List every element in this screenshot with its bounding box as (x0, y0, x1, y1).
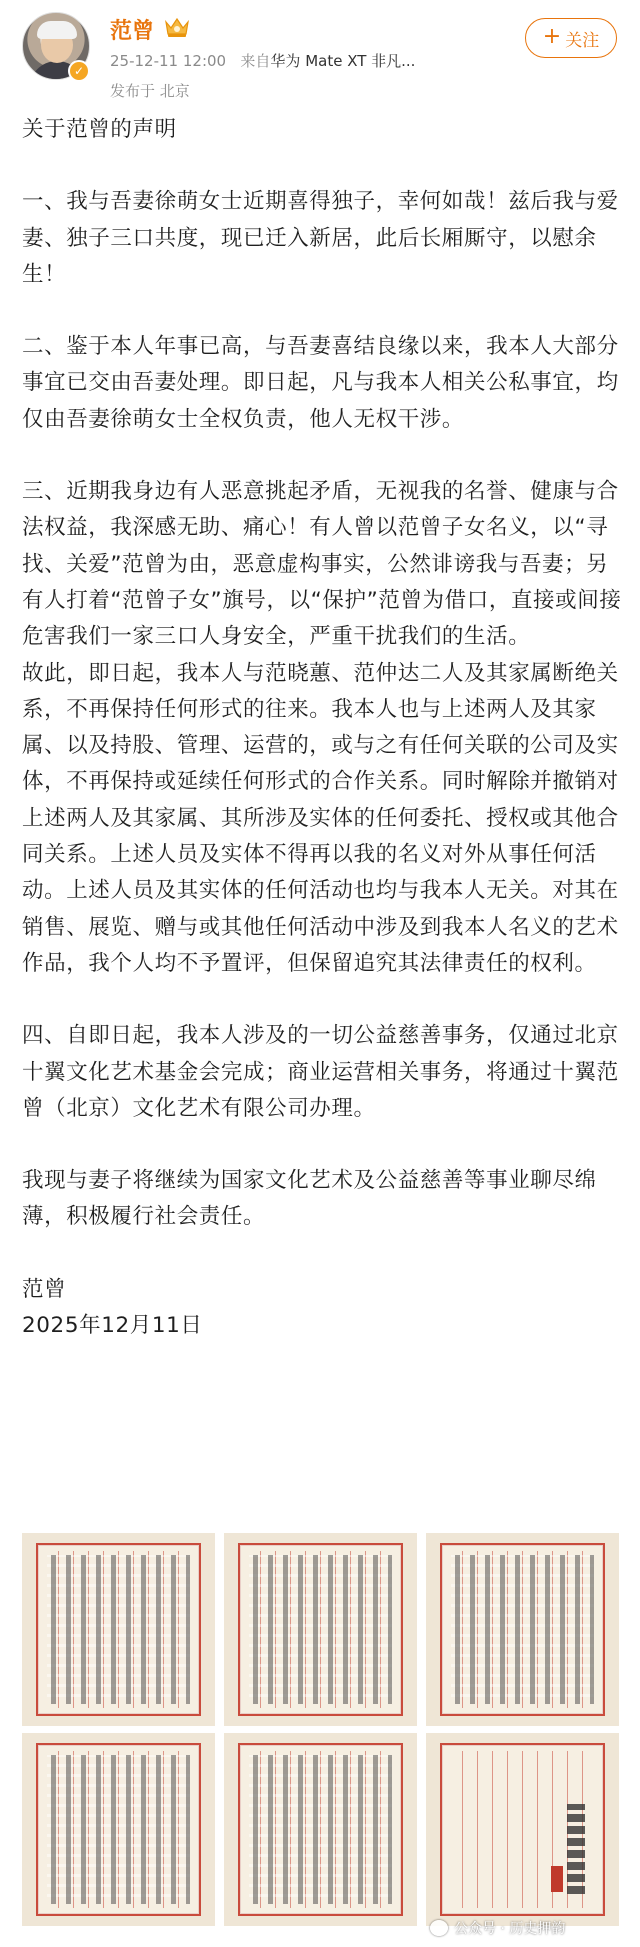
username[interactable]: 范曾 (110, 19, 155, 44)
verified-badge-icon: ✓ (68, 60, 90, 82)
image-grid (22, 1533, 619, 1923)
paragraph-3: 三、近期我身边有人恶意挑起矛盾，无视我的名誉、健康与合法权益，我深感无助、痛心！有人曾以范曾子女名义，以“寻找、关爱”范曾为由，恶意虚构事实，公然诽谤我与吾妻；另有人打着“范曾子女”旗号，以“保护”范曾为借口，直接或间接危害我们一家三口人身安全，严重干扰我们的生活。 (22, 479, 622, 650)
post-date: 2025年12月11日 (22, 1313, 203, 1339)
paragraph-1: 一、我与吾妻徐萌女士近期喜得独子，幸何如哉！兹后我与爱妻、独子三口共度，现已迁入新居，此后长厢厮守，以慰余生！ (22, 189, 619, 287)
post-meta (110, 50, 415, 71)
watermark (430, 1918, 565, 1938)
handwritten-signature (567, 1804, 585, 1894)
signature: 范曾 (22, 1276, 67, 1302)
red-seal-icon (551, 1866, 563, 1892)
device-name[interactable]: 华为 Mate XT 非凡... (270, 52, 416, 70)
paragraph-6: 我现与妻子将继续为国家文化艺术及公益慈善等事业聊尽绵薄，积极履行社会责任。 (22, 1168, 597, 1230)
source-prefix: 来自 (240, 52, 271, 70)
letter-page-1[interactable] (22, 1533, 215, 1726)
letter-page-2[interactable] (224, 1533, 417, 1726)
letter-page-4[interactable] (22, 1733, 215, 1926)
follow-label: 关注 (565, 30, 600, 51)
crown-icon (164, 16, 190, 38)
post-title: 关于范曾的声明 (22, 117, 177, 142)
letter-page-3[interactable] (426, 1533, 619, 1726)
wechat-icon (430, 1920, 448, 1936)
post-header (0, 0, 640, 110)
post-location: 发布于 北京 (110, 82, 190, 100)
post-body (22, 112, 622, 1344)
paragraph-2: 二、鉴于本人年事已高，与吾妻喜结良缘以来，我本人大部分事宜已交由吾妻处理。即日起，凡与我本人相关公私事宜，均仅由吾妻徐萌女士全权负责，他人无权干涉。 (22, 334, 619, 432)
follow-button[interactable] (525, 18, 617, 58)
plus-icon: + (542, 24, 562, 49)
paragraph-4: 故此，即日起，我本人与范晓蕙、范仲达二人及其家属断绝关系，不再保持任何形式的往来。我本人也与上述两人及其家属、以及持股、管理、运营的，或与之有任何关联的公司及实体，不再保持或延续任何形式的合作关系。同时解除并撤销对上述两人及其家属、其所涉及实体的任何委托、授权或其他合同关系。上述人员及实体不得再以我的名义对外从事任何活动。上述人员及其实体的任何活动也均与我本人无关。对其在销售、展览、赠与或其他任何活动中涉及到我本人名义的艺术作品，我个人均不予置评，但保留追究其法律责任的权利。 (22, 660, 619, 976)
watermark-text: 公众号 · 历史押韵 (454, 1921, 566, 1937)
letter-page-5[interactable] (224, 1733, 417, 1926)
post-timestamp: 25-12-11 12:00 (110, 52, 227, 70)
letter-page-6-signature[interactable] (426, 1733, 619, 1926)
paragraph-5: 四、自即日起，我本人涉及的一切公益慈善事务，仅通过北京十翼文化艺术基金会完成；商业运营相关事务，将通过十翼范曾（北京）文化艺术有限公司办理。 (22, 1023, 619, 1121)
